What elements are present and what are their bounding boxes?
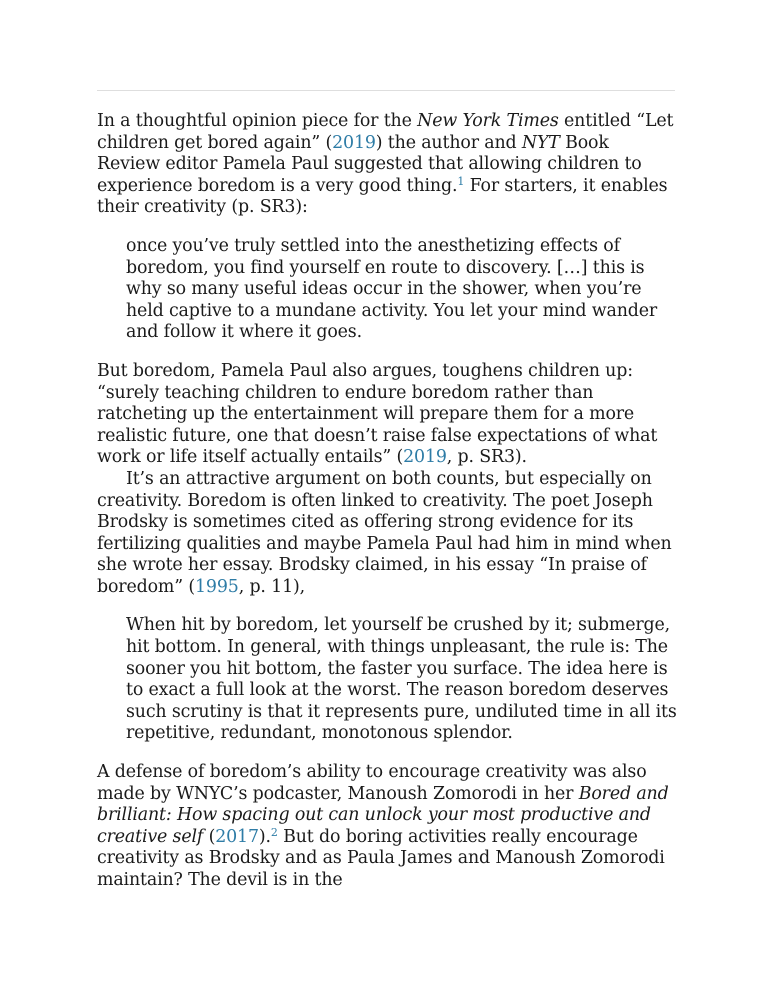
paragraph-1: In a thoughtful opinion piece for the New York Times entitled “Let children get bored again” (2019) the author and NYT Book Review editor Pamela Paul suggested that allowing children to experience boredom is a very good thing.$^1$ For starters, it enables their creativity (p. SR3): xyxy=(97,111,674,218)
citation-link[interactable]: 2019 xyxy=(332,132,376,153)
newspaper-abbr: NYT xyxy=(521,132,560,153)
citation-link[interactable]: 2019 xyxy=(403,447,447,468)
paragraph-3: It’s an attractive argument on both counts, but especially on creativity. Boredom is often linked to creativity. The poet Joseph Brodsky is sometimes cited as offering strong evidence for its fertilizing qualities and maybe Pamela Paul had him in mind when she wrote her essay. Brodsky claimed, in his essay “In praise of boredom” (1995, p. 11), xyxy=(97,468,672,597)
citation-link[interactable]: 2017 xyxy=(215,826,259,847)
paragraph-4: A defense of boredom’s ability to encourage creativity was also made by WNYC’s podcaster, Manoush Zomorodi in her Bored and brilliant: How spacing out can unlock your most productive and creative self (2017).$^2$ But do boring activities really encourage creativity as Brodsky and as Paula James and Manoush Zomorodi maintain? The devil is in the xyxy=(97,762,669,890)
book-title: Bored and brilliant: How spacing out can unlock your most productive and creative self xyxy=(97,783,669,847)
citation-link[interactable]: 1995 xyxy=(195,576,239,597)
article-body xyxy=(97,111,677,892)
footnote-link-1[interactable]: 1 xyxy=(457,174,465,188)
header-rule xyxy=(97,90,675,91)
block-quote-2: When hit by boredom, let yourself be crushed by it; submerge, hit bottom. In general, with things unpleasant, the rule is: The sooner you hit bottom, the faster you surface. The idea here is to exact a full look at the worst. The reason boredom deserves such scrutiny is that it represents pure, undiluted time in all its repetitive, redundant, monotonous splendor. xyxy=(126,615,677,744)
block-quote-1: once you’ve truly settled into the anesthetizing effects of boredom, you find yourself en route to discovery. […] this is why so many useful ideas occur in the shower, when you’re held captive to a mundane activity. You let your mind wander and follow it where it goes. xyxy=(126,235,658,343)
newspaper-title: New York Times xyxy=(417,111,559,131)
paragraph-2: But boredom, Pamela Paul also argues, toughens children up: “surely teaching children to endure boredom rather than ratcheting up the entertainment will prepare them for a more realistic future, one that doesn’t raise false expectations of what work or life itself actually entails” (2019, p. SR3). xyxy=(97,360,658,468)
footnote-link-2[interactable]: 2 xyxy=(270,825,278,839)
